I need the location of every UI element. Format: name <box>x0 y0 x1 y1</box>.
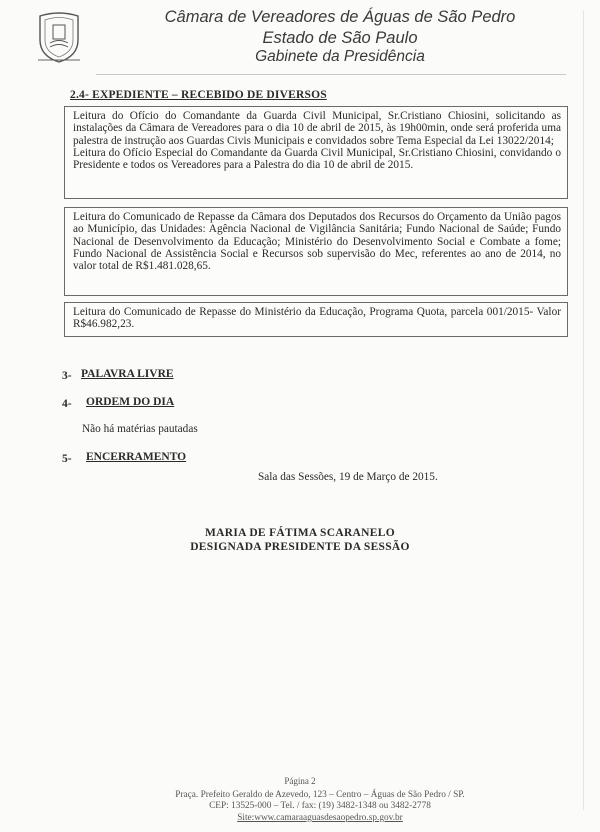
signature-name: MARIA DE FÁTIMA SCARANELO <box>205 527 395 539</box>
footer-contact: CEP: 13525-000 – Tel. / fax: (19) 3482-1348 ou 3482-2778 <box>209 801 431 811</box>
section-3-title: PALAVRA LIVRE <box>81 368 174 380</box>
expediente-item-4: Leitura do Comunicado de Repasse do Ministério da Educação, Programa Quota, parcela 001/2015- Valor R$46.982,23. <box>73 306 561 331</box>
expediente-item-1: Leitura do Ofício do Comandante da Guarda Civil Municipal, Sr.Cristiano Chiosini, solicitando as instalações da Câmara de Vereadores para o dia 10 de abril de 2015, às 19h00min, onde será proferida uma palestra de instrução aos Guardas Civis Municipais e convidados sobre Tema Especial da Lei 13022/2014; <box>73 110 561 147</box>
expediente-box-2 <box>64 207 568 296</box>
page-number: Página 2 <box>284 776 316 786</box>
header-institution: Câmara de Vereadores de Águas de São Pedro <box>164 8 516 26</box>
expediente-box-1 <box>64 106 568 199</box>
header-office: Gabinete da Presidência <box>255 48 425 65</box>
section-4-title: ORDEM DO DIA <box>86 396 175 408</box>
header-state: Estado de São Paulo <box>262 29 418 47</box>
section-4-body: Não há matérias pautadas <box>82 423 198 435</box>
section-heading-expediente: 2.4- EXPEDIENTE – RECEBIDO DE DIVERSOS <box>70 89 327 101</box>
section-3-number: 3- <box>62 370 72 382</box>
header-divider <box>96 74 566 75</box>
section-4-number: 4- <box>62 398 72 410</box>
expediente-box-3 <box>64 302 568 337</box>
signature-role: DESIGNADA PRESIDENTE DA SESSÃO <box>190 541 410 553</box>
closing-date: Sala das Sessões, 19 de Março de 2015. <box>258 471 438 483</box>
scan-edge-line <box>583 10 584 810</box>
footer-site-link[interactable]: Site:www.camaraaguasdesaopedro.sp.gov.br <box>237 813 403 823</box>
section-5-number: 5- <box>62 453 72 465</box>
footer-address: Praça. Prefeito Geraldo de Azevedo, 123 – Centro – Águas de São Pedro / SP. <box>175 790 465 800</box>
expediente-item-3: Leitura do Comunicado de Repasse da Câmara dos Deputados dos Recursos do Orçamento da União pagos ao Município, das Unidades: Agência Nacional de Vigilância Sanitária; Fundo Nacional de Saúde; Fundo Nacional de Desenvolvimento da Educação; Ministério do Desenvolvimento Social e Combate a fome; Fundo Nacional de Assistência Social e Recursos sob supervisão do Mec, referentes ao ano de 2014, no valor total de R$1.481.028,65. <box>73 211 561 273</box>
expediente-item-2: Leitura do Ofício Especial do Comandante da Guarda Civil Municipal, Sr.Cristiano Chiosini, convidando o Presidente e todos os Vereadores para a Palestra do dia 10 de abril de 2015. <box>73 146 561 172</box>
section-5-title: ENCERRAMENTO <box>86 451 187 463</box>
